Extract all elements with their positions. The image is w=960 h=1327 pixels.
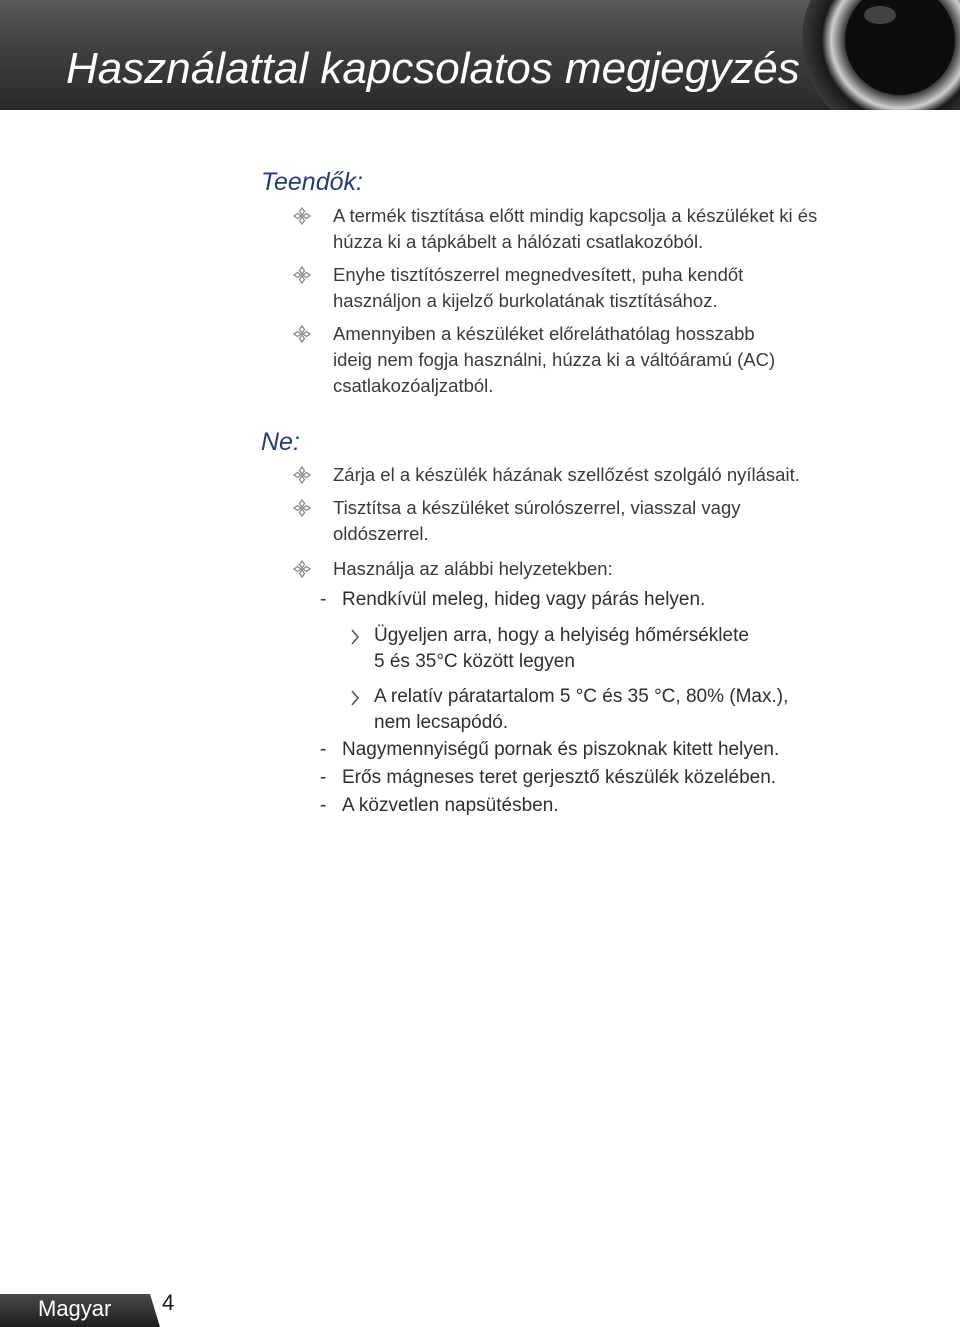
item-line: húzza ki a tápkábelt a hálózati csatlakozóból.	[333, 231, 704, 252]
arrow-bullet-icon	[350, 629, 360, 645]
diamond-bullet-icon	[293, 466, 311, 484]
item-line: Tisztítsa a készüléket súrolószerrel, viasszal vagy	[333, 497, 741, 518]
page-number: 4	[162, 1290, 175, 1315]
condition-magnetic: Erős mágneses teret gerjesztő készülék közelében.	[342, 767, 777, 788]
item-line: Enyhe tisztítószerrel megnedvesített, puha kendőt	[333, 264, 744, 285]
sub-condition-2	[374, 684, 894, 736]
item-line: ideig nem fogja használni, húzza ki a váltóáramú (AC)	[333, 349, 776, 370]
diamond-bullet-icon	[293, 560, 311, 578]
condition-sunlight: A közvetlen napsütésben.	[342, 795, 559, 816]
page-title: Használattal kapcsolatos megjegyzés	[66, 44, 800, 93]
dash-marker: -	[320, 739, 327, 760]
donts-item-3	[333, 556, 893, 582]
dash-marker: -	[320, 767, 327, 788]
dos-item-2	[333, 262, 893, 314]
donts-item-1	[333, 462, 893, 488]
item-line: Használja az alábbi helyzetekben:	[333, 558, 613, 579]
condition-first: Rendkívül meleg, hideg vagy párás helyen.	[342, 589, 706, 610]
dash-marker: -	[320, 795, 327, 816]
diamond-bullet-icon	[293, 266, 311, 284]
item-line: A relatív páratartalom 5 °C és 35 °C, 80% (Max.),	[374, 686, 789, 707]
condition-dust: Nagymennyiségű pornak és piszoknak kitett helyen.	[342, 739, 780, 760]
item-line: nem lecsapódó.	[374, 712, 509, 733]
item-line: 5 és 35°C között legyen	[374, 651, 575, 672]
sub-condition-1	[374, 623, 894, 675]
page-header	[0, 0, 960, 110]
arrow-bullet-icon	[350, 690, 360, 706]
item-line: használjon a kijelző burkolatának tisztításához.	[333, 290, 718, 311]
dash-marker: -	[320, 589, 327, 610]
dos-item-1	[333, 203, 893, 255]
diamond-bullet-icon	[293, 207, 311, 225]
item-line: oldószerrel.	[333, 523, 429, 544]
diamond-bullet-icon	[293, 325, 311, 343]
item-line: csatlakozóaljzatból.	[333, 375, 494, 396]
item-line: Zárja el a készülék házának szellőzést szolgáló nyílásait.	[333, 464, 800, 485]
footer-language: Magyar	[38, 1296, 112, 1321]
donts-heading: Ne:	[261, 428, 300, 456]
item-line: Amennyiben a készüléket előreláthatólag hosszabb	[333, 323, 755, 344]
diamond-bullet-icon	[293, 499, 311, 517]
dos-heading: Teendők:	[261, 168, 363, 196]
lens-decoration-icon	[800, 0, 960, 110]
item-line: A termék tisztítása előtt mindig kapcsolja a készüléket ki és	[333, 205, 818, 226]
dos-item-3	[333, 321, 893, 399]
item-line: Ügyeljen arra, hogy a helyiség hőmérséklete	[374, 625, 749, 646]
donts-item-2	[333, 495, 893, 547]
